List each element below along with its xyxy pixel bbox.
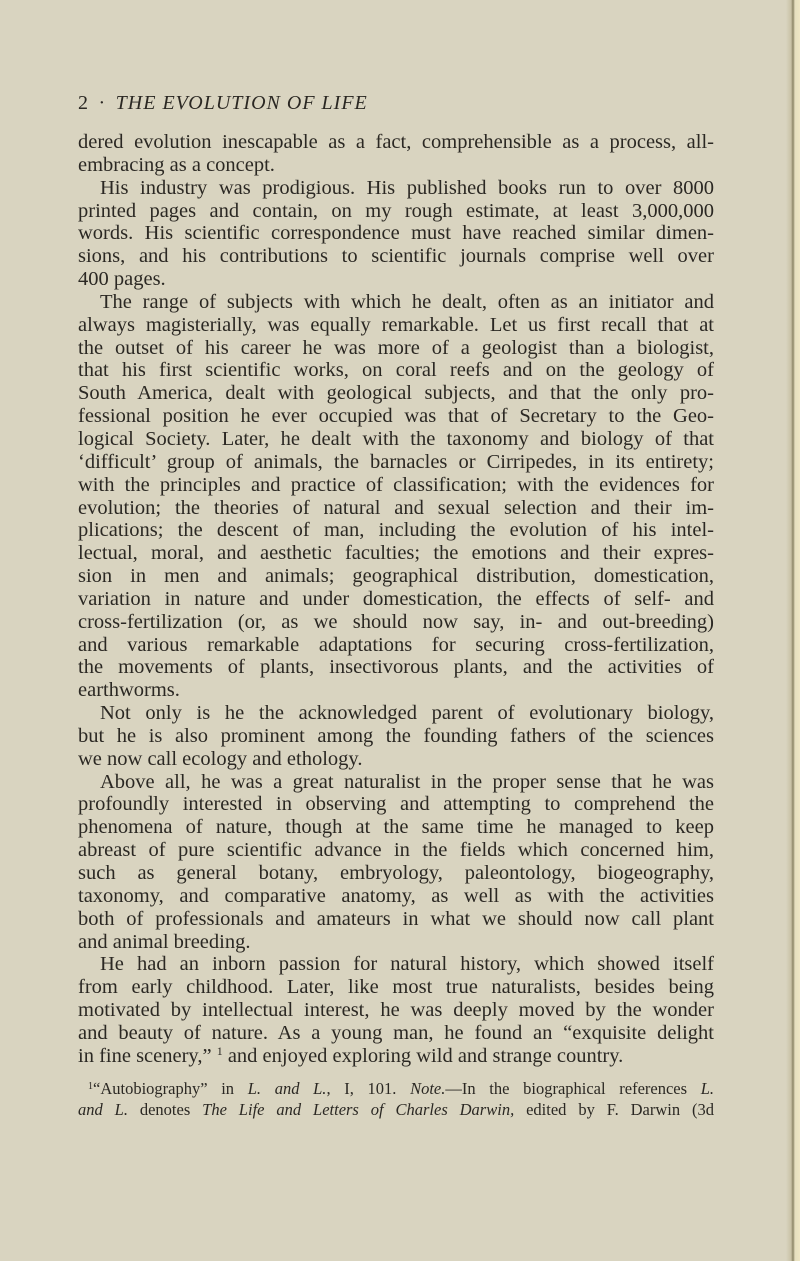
text-line: evolution; the theories of natural and sexual selection and their im- — [78, 496, 714, 519]
footnotes — [78, 1078, 714, 1120]
text-line: words. His scientific correspondence must have reached similar dimen- — [78, 222, 714, 245]
text-line: both of professionals and amateurs in what we should now call plant — [78, 907, 714, 930]
text-line: His industry was prodigious. His published books run to over 8000 — [100, 176, 714, 199]
footnote-text: , I, 101. — [326, 1079, 411, 1098]
text-line: sions, and his contributions to scientific journals comprise well over — [78, 245, 714, 268]
footnote-reference[interactable]: 1 — [216, 1043, 223, 1058]
footnote-text: denotes — [127, 1100, 203, 1119]
footnote-note-label: Note. — [410, 1079, 446, 1098]
text-line: fessional position he ever occupied was that of Secretary to the Geo- — [78, 405, 714, 428]
footnote-abbrev: L. and L. — [247, 1079, 327, 1098]
text-line: lectual, moral, and aesthetic faculties; the emotions and their expres- — [78, 542, 714, 565]
text-line: motivated by intellectual interest, he was deeply moved by the wonder — [78, 999, 714, 1022]
text-line-with-footnote-ref — [78, 1045, 714, 1068]
text-line: plications; the descent of man, including the evolution of his intel- — [78, 519, 714, 542]
text-line: the movements of plants, insectivorous plants, and the activities of — [78, 656, 714, 679]
text-line: ‘difficult’ group of animals, the barnacles or Cirripedes, in its entirety; — [78, 450, 714, 473]
text-line: that his first scientific works, on coral reefs and on the geology of — [78, 359, 714, 382]
text-line: taxonomy, and comparative anatomy, as well as with the activities — [78, 884, 714, 907]
text-line: and various remarkable adaptations for securing cross-fertilization, — [78, 633, 714, 656]
text-line: The range of subjects with which he dealt, often as an initiator and — [100, 290, 714, 313]
text-line: with the principles and practice of classification; with the evidences for — [78, 473, 714, 496]
text-line: always magisterially, was equally remarkable. Let us first recall that at — [78, 313, 714, 336]
footnote-text: “Autobiography” in — [93, 1079, 248, 1098]
text-fragment: and enjoyed exploring wild and strange country. — [222, 1044, 624, 1067]
footnote-marker: 1 — [88, 1081, 93, 1092]
body-text — [78, 131, 714, 1068]
page-number: 2 — [78, 92, 89, 114]
footnote-abbrev: and L. — [78, 1100, 128, 1119]
footnote-line — [78, 1099, 714, 1120]
page-edge-shadow — [786, 0, 800, 1261]
text-line: and animal breeding. — [78, 930, 251, 953]
text-line: such as general botany, embryology, paleontology, biogeography, — [78, 862, 714, 884]
text-line: 400 pages. — [78, 268, 166, 291]
footnote-text: —In the biographical references — [445, 1079, 701, 1098]
text-line: Not only is he the acknowledged parent of evolutionary biology, — [100, 702, 714, 725]
text-line: phenomena of nature, though at the same time he managed to keep — [78, 816, 714, 839]
footnote-abbrev: L. — [700, 1079, 715, 1098]
text-line: profoundly interested in observing and attempting to comprehend the — [78, 793, 714, 816]
text-line: He had an inborn passion for natural history, which showed itself — [100, 953, 714, 976]
text-line: embracing as a concept. — [78, 153, 275, 176]
text-line: from early childhood. Later, like most true naturalists, besides being — [78, 976, 714, 999]
footnote-text: edited by F. Darwin (3d — [514, 1100, 714, 1119]
text-line: abreast of pure scientific advance in the fields which concerned him, — [78, 839, 714, 862]
footnote-line — [78, 1078, 714, 1099]
running-header — [78, 92, 368, 115]
text-line: earthworms. — [78, 679, 180, 702]
text-line: South America, dealt with geological subjects, and that the only pro- — [78, 382, 714, 405]
text-line: variation in nature and under domestication, the effects of self- and — [78, 587, 714, 610]
text-line: the outset of his career he was more of a geologist than a biologist, — [78, 336, 714, 359]
text-line: we now call ecology and ethology. — [78, 747, 363, 770]
text-line: and beauty of nature. As a young man, he found an “exquisite delight — [78, 1021, 714, 1044]
header-separator: · — [98, 92, 106, 114]
text-line: but he is also prominent among the founding fathers of the sciences — [78, 724, 714, 747]
text-line: cross-fertilization (or, as we should now say, in- and out-breeding) — [78, 610, 714, 633]
text-line: dered evolution inescapable as a fact, comprehensible as a process, all- — [78, 131, 714, 153]
text-line: Above all, he was a great naturalist in the proper sense that he was — [100, 770, 714, 793]
text-line: logical Society. Later, he dealt with the taxonomy and biology of that — [78, 427, 714, 450]
running-title: THE EVOLUTION OF LIFE — [115, 92, 368, 114]
footnote-book-title: The Life and Letters of Charles Darwin, — [202, 1100, 515, 1119]
text-fragment: in fine scenery,” — [78, 1044, 217, 1067]
text-line: printed pages and contain, on my rough estimate, at least 3,000,000 — [78, 199, 714, 222]
text-line: sion in men and animals; geographical distribution, domestication, — [78, 565, 714, 588]
